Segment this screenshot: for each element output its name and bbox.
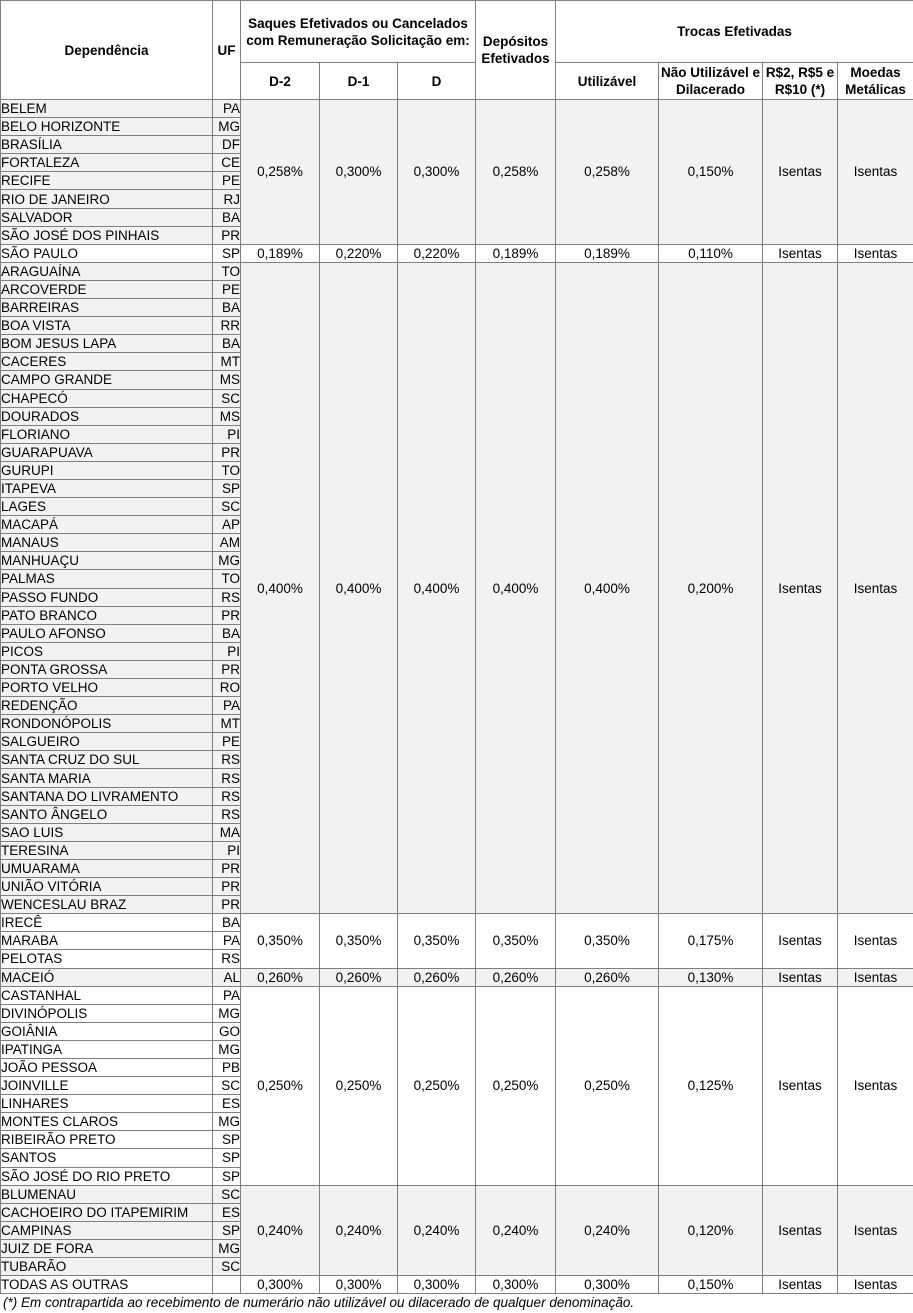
header-d1: D-1 xyxy=(320,63,398,100)
uf-cell: RS xyxy=(213,787,241,805)
uf-cell: SC xyxy=(213,1185,241,1203)
moedas-cell: Isentas xyxy=(838,262,913,913)
d2-rate-cell: 0,250% xyxy=(241,986,320,1185)
dependencia-cell: BRASÍLIA xyxy=(1,136,213,154)
uf-cell: PA xyxy=(213,100,241,118)
uf-cell: BA xyxy=(213,335,241,353)
uf-cell: PE xyxy=(213,280,241,298)
header-utilizavel: Utilizável xyxy=(556,63,659,100)
depositos-rate-cell: 0,400% xyxy=(476,262,556,913)
uf-cell: RJ xyxy=(213,190,241,208)
d2-rate-cell: 0,300% xyxy=(241,1276,320,1294)
uf-cell: SC xyxy=(213,1258,241,1276)
depositos-rate-cell: 0,189% xyxy=(476,244,556,262)
header-d: D xyxy=(398,63,476,100)
dependencia-cell: SANTANA DO LIVRAMENTO xyxy=(1,787,213,805)
uf-cell: RR xyxy=(213,317,241,335)
uf-cell: PA xyxy=(213,986,241,1004)
notas-baixas-cell: Isentas xyxy=(763,1185,838,1275)
dependencia-cell: CHAPECÓ xyxy=(1,389,213,407)
uf-cell: SC xyxy=(213,389,241,407)
uf-cell: TO xyxy=(213,570,241,588)
uf-cell xyxy=(213,1276,241,1294)
moedas-cell: Isentas xyxy=(838,1185,913,1275)
utilizavel-rate-cell: 0,250% xyxy=(556,986,659,1185)
dependencia-cell: PATO BRANCO xyxy=(1,606,213,624)
nao-utilizavel-rate-cell: 0,110% xyxy=(659,244,763,262)
depositos-rate-cell: 0,240% xyxy=(476,1185,556,1275)
uf-cell: PI xyxy=(213,642,241,660)
uf-cell: MS xyxy=(213,407,241,425)
d2-rate-cell: 0,350% xyxy=(241,914,320,968)
uf-cell: MG xyxy=(213,552,241,570)
table-row xyxy=(1,100,913,118)
utilizavel-rate-cell: 0,350% xyxy=(556,914,659,968)
dependencia-cell: TERESINA xyxy=(1,841,213,859)
notas-baixas-cell: Isentas xyxy=(763,1276,838,1294)
d2-rate-cell: 0,400% xyxy=(241,262,320,913)
uf-cell: PA xyxy=(213,697,241,715)
dependencia-cell: LINHARES xyxy=(1,1095,213,1113)
nao-utilizavel-rate-cell: 0,120% xyxy=(659,1185,763,1275)
dependencia-cell: FLORIANO xyxy=(1,425,213,443)
uf-cell: TO xyxy=(213,461,241,479)
dependencia-cell: DIVINÓPOLIS xyxy=(1,1004,213,1022)
uf-cell: RS xyxy=(213,588,241,606)
uf-cell: PR xyxy=(213,878,241,896)
d-rate-cell: 0,350% xyxy=(398,914,476,968)
d1-rate-cell: 0,300% xyxy=(320,100,398,245)
table-row xyxy=(1,914,913,932)
dependencia-cell: PASSO FUNDO xyxy=(1,588,213,606)
dependencia-cell: JOINVILLE xyxy=(1,1077,213,1095)
dependencia-cell: IPATINGA xyxy=(1,1040,213,1058)
dependencia-cell: SÃO JOSÉ DO RIO PRETO xyxy=(1,1167,213,1185)
dependencia-cell: SALGUEIRO xyxy=(1,733,213,751)
notas-baixas-cell: Isentas xyxy=(763,100,838,245)
dependencia-cell: PELOTAS xyxy=(1,950,213,968)
nao-utilizavel-rate-cell: 0,125% xyxy=(659,986,763,1185)
dependencia-cell: MACAPÁ xyxy=(1,516,213,534)
uf-cell: ES xyxy=(213,1095,241,1113)
dependencia-cell: BELEM xyxy=(1,100,213,118)
dependencia-cell: SALVADOR xyxy=(1,208,213,226)
table-row xyxy=(1,968,913,986)
d-rate-cell: 0,300% xyxy=(398,1276,476,1294)
uf-cell: MG xyxy=(213,1239,241,1257)
depositos-rate-cell: 0,350% xyxy=(476,914,556,968)
dependencia-cell: WENCESLAU BRAZ xyxy=(1,896,213,914)
nao-utilizavel-rate-cell: 0,150% xyxy=(659,1276,763,1294)
uf-cell: MT xyxy=(213,353,241,371)
table-header xyxy=(1,1,913,100)
nao-utilizavel-rate-cell: 0,130% xyxy=(659,968,763,986)
uf-cell: RS xyxy=(213,751,241,769)
uf-cell: SP xyxy=(213,244,241,262)
dependencia-cell: RONDONÓPOLIS xyxy=(1,715,213,733)
dependencia-cell: UMUARAMA xyxy=(1,859,213,877)
header-notas-baixas: R$2, R$5 e R$10 (*) xyxy=(763,63,838,100)
dependencia-cell: SANTA MARIA xyxy=(1,769,213,787)
header-nao-utilizavel: Não Utilizável e Dilacerado xyxy=(659,63,763,100)
header-uf: UF xyxy=(213,1,241,100)
d-rate-cell: 0,220% xyxy=(398,244,476,262)
dependencia-cell: SÃO JOSÉ DOS PINHAIS xyxy=(1,226,213,244)
uf-cell: ES xyxy=(213,1203,241,1221)
d1-rate-cell: 0,220% xyxy=(320,244,398,262)
dependencia-cell: JUIZ DE FORA xyxy=(1,1239,213,1257)
d-rate-cell: 0,250% xyxy=(398,986,476,1185)
uf-cell: MG xyxy=(213,1113,241,1131)
utilizavel-rate-cell: 0,240% xyxy=(556,1185,659,1275)
dependencia-cell: MANAUS xyxy=(1,534,213,552)
uf-cell: SC xyxy=(213,498,241,516)
dependencia-cell: BOA VISTA xyxy=(1,317,213,335)
uf-cell: MG xyxy=(213,1040,241,1058)
utilizavel-rate-cell: 0,189% xyxy=(556,244,659,262)
dependencia-cell: BELO HORIZONTE xyxy=(1,118,213,136)
moedas-cell: Isentas xyxy=(838,100,913,245)
dependencia-cell: CASTANHAL xyxy=(1,986,213,1004)
dependencia-cell: CACHOEIRO DO ITAPEMIRIM xyxy=(1,1203,213,1221)
nao-utilizavel-rate-cell: 0,150% xyxy=(659,100,763,245)
dependencia-cell: PALMAS xyxy=(1,570,213,588)
dependencia-cell: MACEIÓ xyxy=(1,968,213,986)
uf-cell: MS xyxy=(213,371,241,389)
table-body xyxy=(1,100,913,1294)
notas-baixas-cell: Isentas xyxy=(763,914,838,968)
depositos-rate-cell: 0,260% xyxy=(476,968,556,986)
uf-cell: MT xyxy=(213,715,241,733)
dependencia-cell: CACERES xyxy=(1,353,213,371)
dependencia-cell: PICOS xyxy=(1,642,213,660)
dependencia-cell: BOM JESUS LAPA xyxy=(1,335,213,353)
dependencia-cell: SÃO PAULO xyxy=(1,244,213,262)
uf-cell: SP xyxy=(213,1221,241,1239)
uf-cell: RS xyxy=(213,805,241,823)
d1-rate-cell: 0,400% xyxy=(320,262,398,913)
d2-rate-cell: 0,189% xyxy=(241,244,320,262)
d-rate-cell: 0,400% xyxy=(398,262,476,913)
notas-baixas-cell: Isentas xyxy=(763,262,838,913)
uf-cell: CE xyxy=(213,154,241,172)
uf-cell: AP xyxy=(213,516,241,534)
uf-cell: SP xyxy=(213,1131,241,1149)
d2-rate-cell: 0,258% xyxy=(241,100,320,245)
header-depositos: Depósitos Efetivados xyxy=(476,1,556,100)
utilizavel-rate-cell: 0,400% xyxy=(556,262,659,913)
uf-cell: PI xyxy=(213,841,241,859)
uf-cell: DF xyxy=(213,136,241,154)
dependencia-cell: TUBARÃO xyxy=(1,1258,213,1276)
dependencia-cell: FORTALEZA xyxy=(1,154,213,172)
uf-cell: RS xyxy=(213,769,241,787)
footnote: (*) Em contrapartida ao recebimento de numerário não utilizável ou dilacerado de qualquer denominação. xyxy=(3,1295,635,1310)
dependencia-cell: SANTOS xyxy=(1,1149,213,1167)
d1-rate-cell: 0,250% xyxy=(320,986,398,1185)
dependencia-cell: RIBEIRÃO PRETO xyxy=(1,1131,213,1149)
uf-cell: PR xyxy=(213,896,241,914)
d1-rate-cell: 0,300% xyxy=(320,1276,398,1294)
table-row xyxy=(1,986,913,1004)
dependencia-cell: GURUPI xyxy=(1,461,213,479)
dependencia-cell: LAGES xyxy=(1,498,213,516)
uf-cell: BA xyxy=(213,914,241,932)
moedas-cell: Isentas xyxy=(838,986,913,1185)
notas-baixas-cell: Isentas xyxy=(763,244,838,262)
moedas-cell: Isentas xyxy=(838,968,913,986)
header-trocas: Trocas Efetivadas xyxy=(556,1,913,63)
dependencia-cell: TODAS AS OUTRAS xyxy=(1,1276,213,1294)
uf-cell: PE xyxy=(213,733,241,751)
table-row xyxy=(1,262,913,280)
depositos-rate-cell: 0,250% xyxy=(476,986,556,1185)
uf-cell: PR xyxy=(213,859,241,877)
header-dependencia: Dependência xyxy=(1,1,213,100)
table-row xyxy=(1,244,913,262)
nao-utilizavel-rate-cell: 0,175% xyxy=(659,914,763,968)
uf-cell: AL xyxy=(213,968,241,986)
uf-cell: MG xyxy=(213,118,241,136)
moedas-cell: Isentas xyxy=(838,914,913,968)
nao-utilizavel-rate-cell: 0,200% xyxy=(659,262,763,913)
dependencia-cell: PONTA GROSSA xyxy=(1,660,213,678)
dependencia-cell: RECIFE xyxy=(1,172,213,190)
dependencia-cell: ARAGUAÍNA xyxy=(1,262,213,280)
dependencia-cell: CAMPINAS xyxy=(1,1221,213,1239)
dependencia-cell: DOURADOS xyxy=(1,407,213,425)
d1-rate-cell: 0,260% xyxy=(320,968,398,986)
uf-cell: PA xyxy=(213,932,241,950)
dependencia-cell: GUARAPUAVA xyxy=(1,443,213,461)
dependencia-cell: MONTES CLAROS xyxy=(1,1113,213,1131)
dependencia-cell: REDENÇÃO xyxy=(1,697,213,715)
utilizavel-rate-cell: 0,260% xyxy=(556,968,659,986)
dependencia-cell: SANTO ÂNGELO xyxy=(1,805,213,823)
uf-cell: PR xyxy=(213,226,241,244)
uf-cell: PR xyxy=(213,660,241,678)
uf-cell: PR xyxy=(213,606,241,624)
dependencia-cell: PAULO AFONSO xyxy=(1,624,213,642)
dependencia-cell: UNIÃO VITÓRIA xyxy=(1,878,213,896)
d1-rate-cell: 0,350% xyxy=(320,914,398,968)
utilizavel-rate-cell: 0,258% xyxy=(556,100,659,245)
dependencia-cell: SANTA CRUZ DO SUL xyxy=(1,751,213,769)
uf-cell: SP xyxy=(213,1149,241,1167)
depositos-rate-cell: 0,258% xyxy=(476,100,556,245)
uf-cell: RO xyxy=(213,679,241,697)
header-d2: D-2 xyxy=(241,63,320,100)
uf-cell: BA xyxy=(213,208,241,226)
dependencia-cell: MARABA xyxy=(1,932,213,950)
table-row xyxy=(1,1185,913,1203)
dependencia-cell: BLUMENAU xyxy=(1,1185,213,1203)
d2-rate-cell: 0,240% xyxy=(241,1185,320,1275)
dependencia-cell: GOIÂNIA xyxy=(1,1022,213,1040)
dependencia-cell: IRECÊ xyxy=(1,914,213,932)
uf-cell: PB xyxy=(213,1058,241,1076)
d-rate-cell: 0,300% xyxy=(398,100,476,245)
table-row xyxy=(1,1276,913,1294)
uf-cell: MG xyxy=(213,1004,241,1022)
dependencia-cell: RIO DE JANEIRO xyxy=(1,190,213,208)
uf-cell: PE xyxy=(213,172,241,190)
uf-cell: PR xyxy=(213,443,241,461)
d1-rate-cell: 0,240% xyxy=(320,1185,398,1275)
dependencia-cell: CAMPO GRANDE xyxy=(1,371,213,389)
uf-cell: PI xyxy=(213,425,241,443)
uf-cell: MA xyxy=(213,823,241,841)
dependencia-cell: BARREIRAS xyxy=(1,299,213,317)
header-saques: Saques Efetivados ou Cancelados com Remuneração Solicitação em: xyxy=(241,1,476,63)
uf-cell: SP xyxy=(213,1167,241,1185)
dependencia-cell: JOÃO PESSOA xyxy=(1,1058,213,1076)
utilizavel-rate-cell: 0,300% xyxy=(556,1276,659,1294)
uf-cell: AM xyxy=(213,534,241,552)
uf-cell: BA xyxy=(213,624,241,642)
header-moedas: Moedas Metálicas xyxy=(838,63,913,100)
uf-cell: GO xyxy=(213,1022,241,1040)
notas-baixas-cell: Isentas xyxy=(763,986,838,1185)
d2-rate-cell: 0,260% xyxy=(241,968,320,986)
uf-cell: TO xyxy=(213,262,241,280)
d-rate-cell: 0,260% xyxy=(398,968,476,986)
moedas-cell: Isentas xyxy=(838,1276,913,1294)
uf-cell: SC xyxy=(213,1077,241,1095)
dependencia-cell: ITAPEVA xyxy=(1,479,213,497)
dependencia-cell: PORTO VELHO xyxy=(1,679,213,697)
notas-baixas-cell: Isentas xyxy=(763,968,838,986)
moedas-cell: Isentas xyxy=(838,244,913,262)
depositos-rate-cell: 0,300% xyxy=(476,1276,556,1294)
uf-cell: SP xyxy=(213,479,241,497)
dependencia-cell: MANHUAÇU xyxy=(1,552,213,570)
uf-cell: RS xyxy=(213,950,241,968)
uf-cell: BA xyxy=(213,299,241,317)
d-rate-cell: 0,240% xyxy=(398,1185,476,1275)
dependencia-cell: ARCOVERDE xyxy=(1,280,213,298)
dependencia-cell: SAO LUIS xyxy=(1,823,213,841)
